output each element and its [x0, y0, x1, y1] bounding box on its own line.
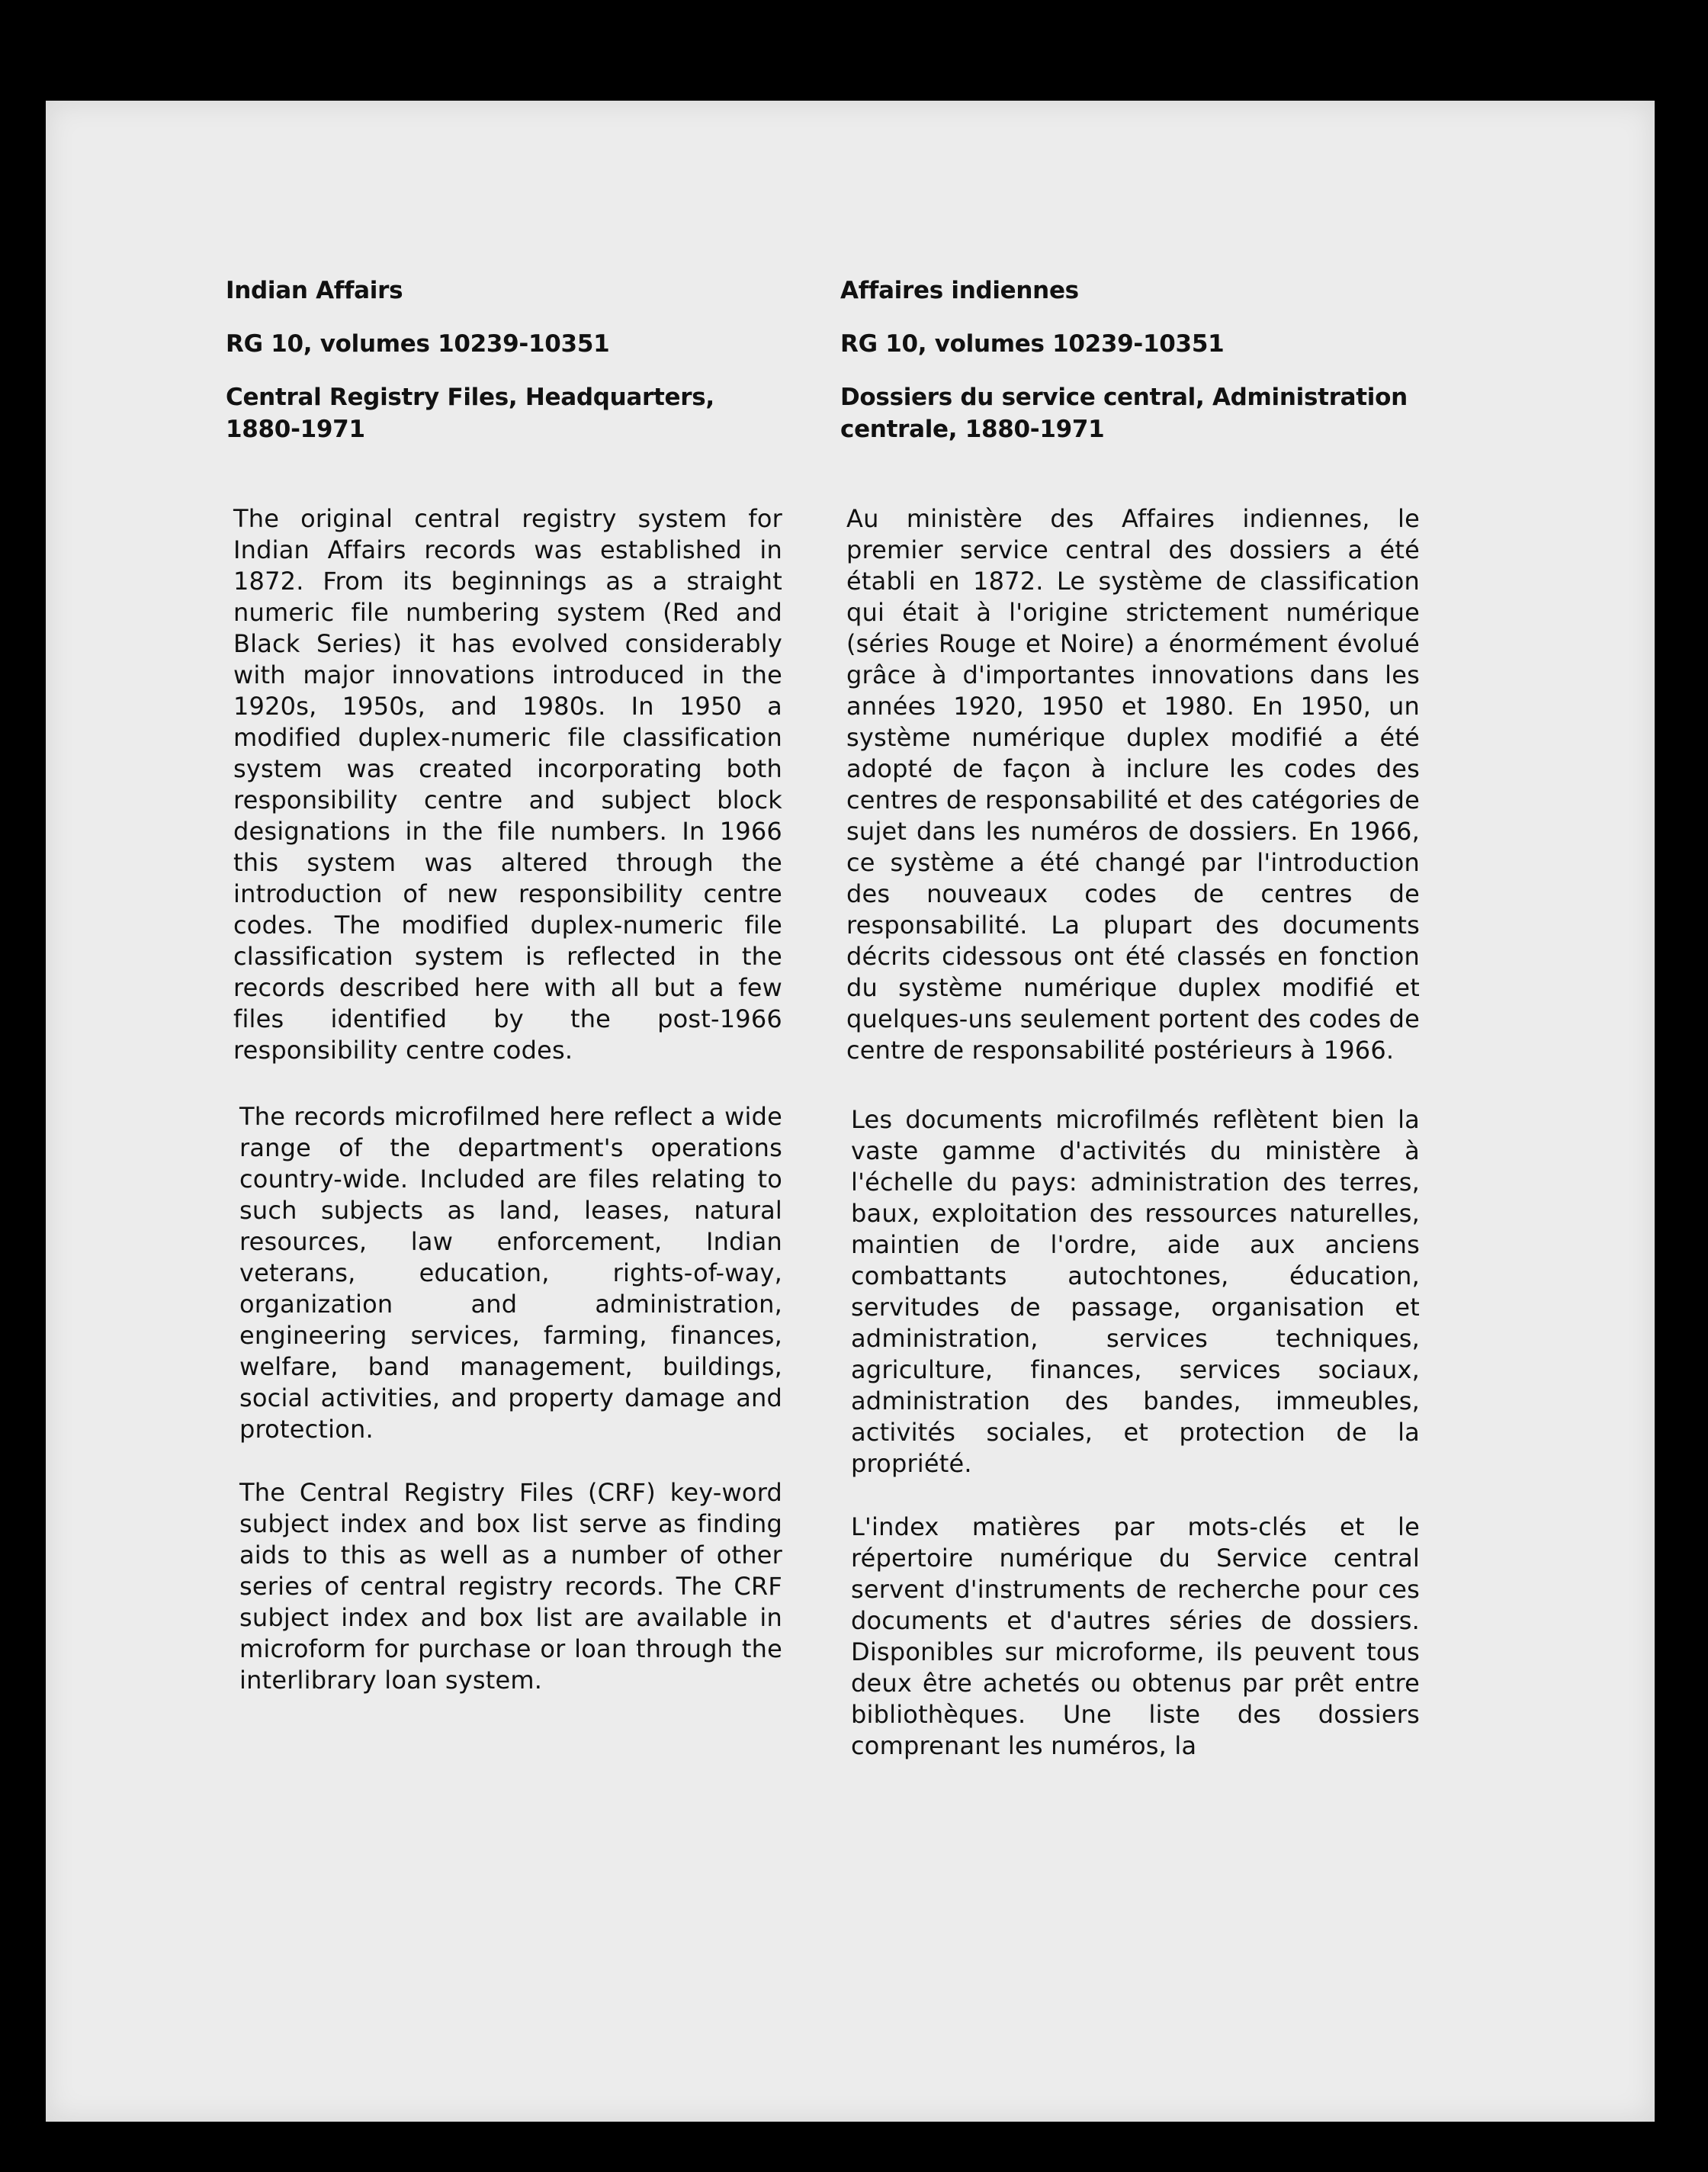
- french-title: Affaires indiennes: [840, 277, 1079, 304]
- english-title: Indian Affairs: [226, 277, 403, 304]
- french-reference: RG 10, volumes 10239-10351: [840, 330, 1225, 358]
- french-series-title: Dossiers du service central, Administration centrale, 1880-1971: [840, 384, 1408, 443]
- french-paragraph-2: Les documents microfilmés reflètent bien la vaste gamme d'activités du ministère à l'échelle du pays: administration des terres, baux, exploitation des ressources naturelles, maintien de l'ordre, aide aux anciens combattants autochtones, éducation, servitudes de passage, organisation et administration, services techniques, agriculture, finances, services sociaux, administration des bandes, immeubles, activités sociales, et protection de la propriété.: [851, 1105, 1420, 1478]
- english-paragraph-2: The records microfilmed here reflect a wide range of the department's operations country-wide. Included are files relating to such subjects as land, leases, natural resources, law enforcement, Indian veterans, education, rights-of-way, organization and administration, engineering services, farming, finances, welfare, band management, buildings, social activities, and property damage and protection.: [239, 1102, 782, 1444]
- french-column: [840, 275, 1420, 1794]
- french-paragraph-3: L'index matières par mots-clés et le répertoire numérique du Service central servent d'instruments de recherche pour ces documents et d'autres séries de dossiers. Disponibles sur microforme, ils peuvent tous deux être achetés ou obtenus par prêt entre bibliothèques. Une liste des dossiers comprenant les numéros, la: [851, 1512, 1420, 1760]
- document-page: [46, 101, 1655, 2122]
- english-paragraph-3: The Central Registry Files (CRF) key-word subject index and box list serve as finding aids to this as well as a number of other series of central registry records. The CRF subject index and box list are available in microform for purchase or loan through the interlibrary loan system.: [239, 1478, 782, 1695]
- english-reference: RG 10, volumes 10239-10351: [226, 330, 610, 358]
- english-column: [226, 275, 782, 1728]
- french-paragraph-1: Au ministère des Affaires indiennes, le premier service central des dossiers a été établi en 1872. Le système de classification qui était à l'origine strictement numérique (séries Rouge et Noire) a énormément évolué grâce à d'importantes innovations dans les années 1920, 1950 et 1980. En 1950, un système numérique duplex modifié a été adopté de façon à inclure les codes des centres de responsabilité et des catégories de sujet dans les numéros de dossiers. En 1966, ce système a été changé par l'introduction des nouveaux codes de centres de responsabilité. La plupart des documents décrits cidessous ont été classés en fonction du système numérique duplex modifié et quelques-uns seulement portent des codes de centre de responsabilité postérieurs à 1966.: [846, 504, 1420, 1065]
- english-series-title: Central Registry Files, Headquarters, 1880-1971: [226, 384, 714, 443]
- english-paragraph-1: The original central registry system for Indian Affairs records was established in 1872. From its beginnings as a straight numeric file numbering system (Red and Black Series) it has evolved considerably with major innovations introduced in the 1920s, 1950s, and 1980s. In 1950 a modified duplex-numeric file classification system was created incorporating both responsibility centre and subject block designations in the file numbers. In 1966 this system was altered through the introduction of new responsibility centre codes. The modified duplex-numeric file classification system is reflected in the records described here with all but a few files identified by the post-1966 responsibility centre codes.: [233, 504, 782, 1065]
